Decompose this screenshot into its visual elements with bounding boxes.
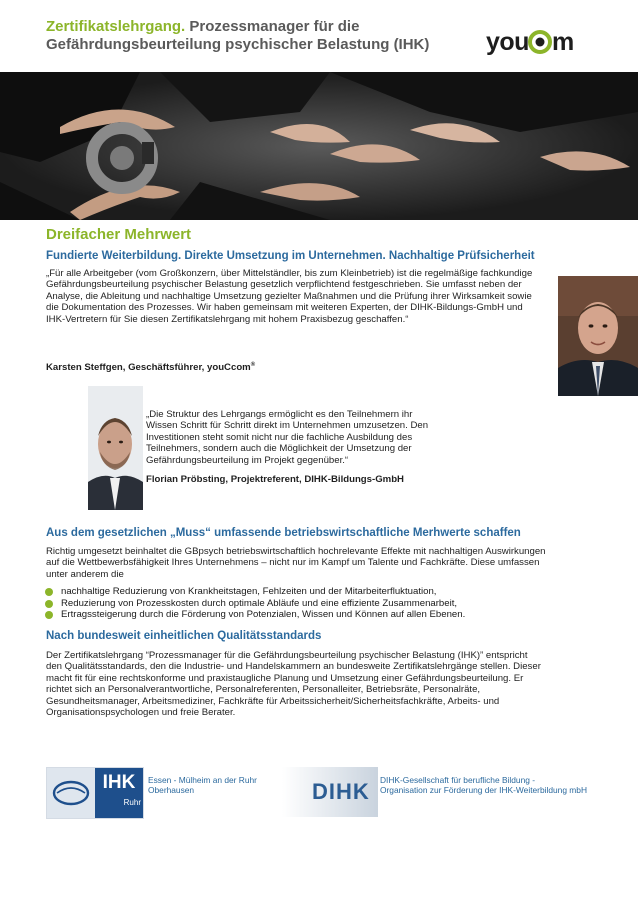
dihk-address xyxy=(380,775,610,795)
ihk-line-1: Essen - Mülheim an der Ruhr xyxy=(148,775,257,785)
ihk-line-2: Oberhausen xyxy=(148,785,195,795)
author-name-steffgen: Karsten Steffgen, Geschäftsführer, youCcom xyxy=(46,362,251,374)
dihk-line-1: DIHK-Gesellschaft für berufliche Bildung - xyxy=(380,775,536,785)
registered-mark: ® xyxy=(250,362,256,368)
list-item xyxy=(44,586,564,598)
section-text-qualitaet: Der Zertifikatslehrgang “Prozessmanager für die Gefährdungsbeurteilung psychischer Belastung (IHK)” entspricht den Qualitätsstandards, den die Industrie- und Handelskammern an bundesweite Zertifikatslehrgänge stellen. Dieser macht fit für eine rechtskonforme und praxistaugliche Planung und Umsetzung einer Gefährdungsbeurteilung. Er richtet sich an Personalverantwortliche, Personalreferenten, Personalleiter, Betriebsräte, Personalräte, Gesundheitsmanager, Arbeitsmediziner, Fachkräfte für Arbeitssicherheit/Sicherheitsfachkräfte, Arbeits- und Organisationspsychologen und freie Berater. xyxy=(46,650,541,719)
list-item xyxy=(44,598,564,610)
youcom-logo-mark xyxy=(486,24,592,58)
benefits-list xyxy=(44,586,564,621)
svg-text:you: you xyxy=(486,28,529,56)
portrait-proebsting xyxy=(88,386,143,510)
section-heading-mehrwert: Dreifacher Mehrwert xyxy=(46,226,192,243)
bullet-dot-icon xyxy=(45,600,53,608)
ihk-logo-text: IHK xyxy=(102,772,136,793)
ihk-logo-sub: Ruhr xyxy=(123,798,141,807)
dihk-line-2: Organisation zur Förderung der IHK-Weiterbildung mbH xyxy=(380,785,587,795)
hero-image xyxy=(0,72,638,220)
quote-proebsting-author: Florian Pröbsting, Projektreferent, DIHK-Bildungs-GmbH xyxy=(146,474,404,485)
section-heading-qualitaet: Nach bundesweit einheitlichen Qualitätsstandards xyxy=(46,630,322,642)
list-item-text: Ertragssteigerung durch die Förderung von Potenzialen, Wissen und Können auf allen Ebenen. xyxy=(61,609,466,621)
section-heading-mehrwerte: Aus dem gesetzlichen „Muss“ umfassende betriebswirtschaftliche Merhwerte schaffen xyxy=(46,527,521,539)
portrait-steffgen-image xyxy=(558,276,638,396)
ihk-address xyxy=(148,775,288,795)
section-text-mehrwerte: Richtig umgesetzt beinhaltet die GBpsych betriebswirtschaftlich hochrelevante Effekte mit nachhaltigen Auswirkungen auf die Wettbewerbsfähigkeit Ihres Unternehmens – nicht nur im Kampf um Talente und Fachkräfte. Diese umfassen unter anderem die xyxy=(46,546,546,580)
list-item xyxy=(44,609,564,621)
portrait-proebsting-image xyxy=(88,386,143,510)
document-title xyxy=(46,18,466,54)
section-subheading-mehrwert: Fundierte Weiterbildung. Direkte Umsetzung im Unternehmen. Nachhaltige Prüfsicherheit xyxy=(46,250,535,262)
quote-steffgen-author xyxy=(46,360,533,374)
dihk-logo-text: DIHK xyxy=(312,779,370,804)
list-item-text: nachhaltige Reduzierung von Krankheitstagen, Fehlzeiten und der Mitarbeiterfluktuation, xyxy=(61,586,437,597)
portrait-steffgen xyxy=(558,276,638,396)
title-highlight: Zertifikatslehrgang. xyxy=(46,18,186,35)
ihk-ruhr-logo xyxy=(46,767,144,819)
dihk-logo xyxy=(282,767,378,817)
hands-illustration xyxy=(0,72,638,220)
quote-steffgen: „Für alle Arbeitgeber (vom Großkonzern, über Mittelständler, bis zum Kleinbetrieb) ist die regelmäßige fachkundige Gefährdungsbeurteilung psychischer Belastung gesetzlich verpflichtend festgeschrieben. Sie umfasst neben der Analyse, die Ableitung und nachhaltige Umsetzung gezielter Maßnahmen und die Prüfung ihrer Wirksamkeit sowie die Dokumentation des Prozesses. Wir haben gemeinsam mit weiteren Experten, der DIHK-Bildungs-GmbH und IHK-Vertretern für Sie diesen Zertifikatslehrgang mit hohem Praxisbezug geschaffen.“ xyxy=(46,268,533,325)
quote-proebsting: „Die Struktur des Lehrgangs ermöglicht es den Teilnehmern ihr Wissen Schritt für Schritt direkt im Unternehmen umzusetzen. Den Investitionen steht somit nicht nur die fachliche Ausbildung des Teilnehmers, sondern auch die Möglichkeit der Umsetzung der Gefährdungsbeurteilung im Projekt gegenüber.“ xyxy=(146,409,429,466)
bullet-dot-icon xyxy=(45,588,53,596)
bullet-dot-icon xyxy=(45,611,53,619)
youcom-logo xyxy=(486,24,592,58)
svg-text:m: m xyxy=(552,28,574,56)
title-text: Prozessmanager für die Gefährdungsbeurteilung psychischer Belastung (IHK) xyxy=(46,18,430,53)
list-item-text: Reduzierung von Prozesskosten durch optimale Abläufe und eine effiziente Zusammenarbeit, xyxy=(61,597,458,609)
portrait-margin xyxy=(0,386,88,510)
